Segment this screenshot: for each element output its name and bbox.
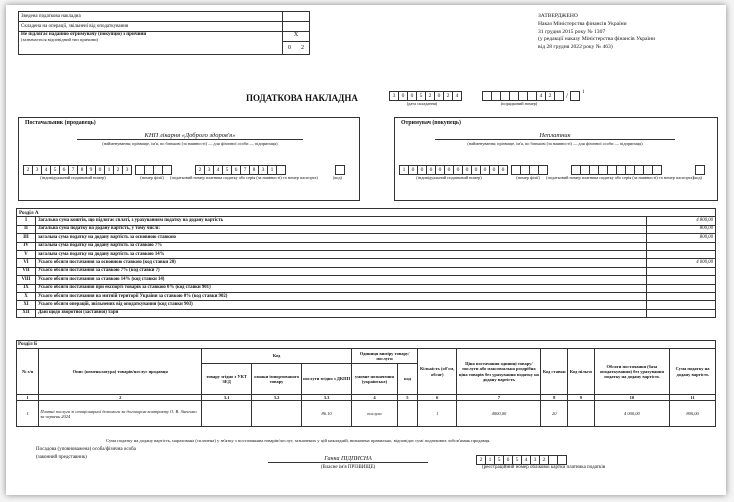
row-value[interactable]: 800,00 bbox=[647, 234, 716, 242]
number-digit bbox=[527, 91, 536, 101]
col-header-desc: Опис (номенклатура) товарів/послуг продавця bbox=[39, 349, 202, 395]
row-label: Усього обсяги постачання за ставкою 14% (код ставки 14) bbox=[36, 276, 647, 284]
seller-kod-cell[interactable] bbox=[335, 165, 345, 175]
seller-block bbox=[18, 117, 360, 201]
buyer-ipn-caption: (індивідуальний податковий номер) bbox=[416, 175, 482, 180]
row-value[interactable]: 4 800,00 bbox=[647, 217, 716, 225]
number-digit bbox=[518, 91, 527, 101]
ipn-digit: 2 bbox=[23, 165, 32, 175]
row-number: XI bbox=[17, 301, 36, 309]
col-header-qty: Кількість (об'єм, обсяг) bbox=[418, 349, 457, 395]
reg-digit: 4 bbox=[521, 455, 530, 465]
col-header-unit-group: Одиниця виміру товару/послуги bbox=[352, 349, 418, 364]
col-header-volume: Обсяги постачання (база оподаткування) без урахування податку на додану вартість bbox=[594, 349, 670, 395]
col-header-import: ознаки імпортованого товару bbox=[252, 364, 302, 395]
ipn-digit: 0 bbox=[480, 165, 489, 175]
row-number: III bbox=[17, 234, 36, 242]
section-a-row bbox=[17, 242, 716, 250]
consolidated-invoice-label: Зведена податкова накладна bbox=[19, 12, 283, 22]
col-number: 11 bbox=[670, 395, 716, 401]
reason-digit: 2 bbox=[301, 45, 304, 51]
invoice-number-field[interactable] bbox=[482, 91, 584, 106]
col-number: 2 bbox=[39, 395, 202, 401]
goods-qty[interactable]: 1 bbox=[418, 401, 457, 427]
ipn-digit: 6 bbox=[59, 165, 68, 175]
col-header-unit-name: умовне позначення (українське) bbox=[352, 364, 398, 395]
approved-line: (у редакції наказу Міністерства фінансів України bbox=[538, 36, 656, 43]
goods-description[interactable]: Платні послуги зі стаціонарної допомоги за договором контракту О. В. Зінченко за червень 2024 bbox=[39, 401, 202, 427]
section-a-row bbox=[17, 225, 716, 233]
ipn-digit: 5 bbox=[50, 165, 59, 175]
goods-uktzed[interactable] bbox=[202, 401, 252, 427]
row-label: Загальна сума коштів, що підлягає сплаті, з урахуванням податку на додану вартість bbox=[36, 217, 647, 225]
col-header-num: № з/п bbox=[17, 349, 39, 395]
buyer-series-cells[interactable] bbox=[571, 165, 662, 175]
section-a-row bbox=[17, 217, 716, 225]
number-caption: (порядковий номер) bbox=[500, 101, 538, 106]
buyer-branch-caption: (номер філії) bbox=[516, 175, 540, 180]
approval-block bbox=[538, 13, 723, 52]
approved-line: Наказ Міністерства фінансів України bbox=[538, 20, 627, 27]
col-header-benefit: Код пільги bbox=[568, 349, 595, 395]
row-value[interactable]: 4 000,00 bbox=[647, 259, 716, 267]
seller-series-caption: (податковий номер платника податку або серія (за наявності) та номер паспорта) bbox=[170, 175, 318, 180]
ipn-digit: 0 bbox=[489, 165, 498, 175]
approved-line: від 28 грудня 2022 року № 463) bbox=[538, 44, 613, 51]
series-digit: 3 bbox=[258, 165, 267, 175]
series-digit: 7 bbox=[240, 165, 249, 175]
goods-price[interactable]: 4000,00 bbox=[457, 401, 541, 427]
goods-rate[interactable]: 20 bbox=[541, 401, 568, 427]
col-number: 3.2 bbox=[252, 395, 302, 401]
row-value[interactable] bbox=[647, 242, 716, 250]
date-caption: (дата складання) bbox=[406, 101, 438, 106]
goods-row-number: 1 bbox=[17, 401, 39, 427]
row-label: загальна сума податку на додану вартість за основною ставкою bbox=[36, 234, 647, 242]
series-digit: 8 bbox=[249, 165, 258, 175]
seller-kod-caption: (код) bbox=[333, 175, 342, 180]
col-header-code-group: Код bbox=[202, 349, 352, 364]
seller-branch-cells[interactable] bbox=[135, 165, 172, 175]
seller-series-cells[interactable] bbox=[195, 165, 286, 175]
ipn-digit: 0 bbox=[417, 165, 426, 175]
number-digit bbox=[509, 91, 518, 101]
signature-name[interactable]: Ганна ПІДПИСНА bbox=[268, 456, 428, 463]
col-header-unit-code: код bbox=[397, 364, 417, 395]
seller-ipn-caption: (індивідуальний податковий номер) bbox=[40, 175, 106, 180]
reg-digit: 6 bbox=[503, 455, 512, 465]
reason-digit: 0 bbox=[288, 45, 291, 51]
ipn-digit: 0 bbox=[95, 165, 104, 175]
section-a-row bbox=[17, 309, 716, 317]
row-value[interactable] bbox=[647, 250, 716, 258]
ipn-digit: 3 bbox=[122, 165, 132, 175]
ipn-digit: 1 bbox=[399, 165, 408, 175]
row-number: VI bbox=[17, 259, 36, 267]
row-label: Усього обсяги операцій, звільнених від оподаткування (код ставки 903) bbox=[36, 301, 647, 309]
section-a-title: Розділ А bbox=[17, 209, 716, 217]
row-value[interactable] bbox=[647, 267, 716, 275]
document-title: ПОДАТКОВА НАКЛАДНА bbox=[246, 93, 358, 103]
ipn-digit: 3 bbox=[32, 165, 41, 175]
series-digit: 1 bbox=[267, 165, 276, 175]
seller-branch-caption: (номер філії) bbox=[140, 175, 164, 180]
row-value[interactable] bbox=[647, 301, 716, 309]
buyer-series-caption: (податковий номер платника податку або серія (за наявності) та номер паспорта) bbox=[546, 175, 694, 180]
tax-invoice-page bbox=[6, 5, 726, 495]
ipn-digit: 4 bbox=[41, 165, 50, 175]
ipn-digit: 2 bbox=[113, 165, 122, 175]
row-number: VII bbox=[17, 267, 36, 275]
goods-row[interactable] bbox=[17, 401, 716, 427]
row-number: X bbox=[17, 292, 36, 300]
series-digit: 4 bbox=[213, 165, 222, 175]
approved-line: 31 грудня 2015 року № 1307 bbox=[538, 28, 606, 35]
reg-digit: 2 bbox=[476, 455, 485, 465]
goods-dkpp[interactable]: 86.10 bbox=[302, 401, 352, 427]
buyer-kod-caption: (код) bbox=[693, 175, 702, 180]
goods-vat[interactable]: 800,00 bbox=[670, 401, 716, 427]
date-digit: 0 bbox=[398, 91, 407, 101]
exempt-operations-label: Складена на операції, звільнені від оподаткування bbox=[19, 22, 283, 32]
row-label: Усього обсяги постачання за ставкою 7% (код ставки 7) bbox=[36, 267, 647, 275]
seller-name-caption: (найменування; прізвище, ім'я, по батькові (за наявності) — для фізичної особи — підприємця) bbox=[102, 141, 278, 146]
goods-benefit[interactable] bbox=[568, 401, 595, 427]
col-header-price: Ціна постачання одиниці товару/послуги або максимальна роздрібна ціна товарів без урахування податку на додану вартість bbox=[457, 349, 541, 395]
ipn-digit: 9 bbox=[86, 165, 95, 175]
col-header-dkpp: послуги згідно з ДКПП bbox=[302, 364, 352, 395]
section-a-row bbox=[17, 301, 716, 309]
number-cells bbox=[482, 91, 564, 101]
date-digit: 4 bbox=[452, 91, 462, 101]
row-label: Усього обсяги постачання на митній території України за ставкою 0% (код ставки 902) bbox=[36, 292, 647, 300]
section-a-row bbox=[17, 267, 716, 275]
number-digit bbox=[491, 91, 500, 101]
col-header-uktzed: товару згідно з УКТ ЗЕД bbox=[202, 364, 252, 395]
number-slash: / bbox=[566, 92, 568, 100]
reg-caption: (реєстраційний номер облікової картки платника податків bbox=[482, 465, 606, 470]
section-a-row bbox=[17, 276, 716, 284]
signer-label-rep: (законний представник) bbox=[36, 455, 87, 460]
row-number: IX bbox=[17, 284, 36, 292]
buyer-branch-cells[interactable] bbox=[511, 165, 548, 175]
ipn-digit: 0 bbox=[453, 165, 462, 175]
row-number: IV bbox=[17, 242, 36, 250]
ipn-digit: 0 bbox=[408, 165, 417, 175]
ipn-digit: 1 bbox=[104, 165, 113, 175]
reason-type-note: (зазначається відповідний тип причини) bbox=[21, 37, 98, 42]
col-number: 10 bbox=[594, 395, 670, 401]
buyer-heading: Отримувач (покупець) bbox=[401, 120, 461, 126]
reg-digit: 5 bbox=[494, 455, 503, 465]
series-digit: 2 bbox=[195, 165, 204, 175]
signature-caption: (Власне ім'я ПРІЗВИЩЕ) bbox=[320, 465, 376, 470]
buyer-ipn-cells[interactable] bbox=[399, 165, 508, 175]
ipn-digit: 0 bbox=[462, 165, 471, 175]
section-a-row bbox=[17, 234, 716, 242]
row-value[interactable] bbox=[647, 284, 716, 292]
goods-import[interactable] bbox=[252, 401, 302, 427]
date-digit: 0 bbox=[434, 91, 443, 101]
section-b-table bbox=[16, 340, 716, 427]
consolidated-checkbox[interactable] bbox=[283, 12, 310, 22]
row-number: I bbox=[17, 217, 36, 225]
col-number: 8 bbox=[541, 395, 568, 401]
number-digit bbox=[500, 91, 509, 101]
date-cells bbox=[389, 91, 462, 101]
section-a-row bbox=[17, 259, 716, 267]
row-label: Дані щодо зворотної (заставної) тари bbox=[36, 309, 647, 317]
row-number: XII bbox=[17, 309, 36, 317]
goods-unit[interactable]: послуга bbox=[352, 401, 398, 427]
section-a-row bbox=[17, 250, 716, 258]
row-value[interactable] bbox=[647, 276, 716, 284]
date-digit: 5 bbox=[416, 91, 425, 101]
date-digit: 2 bbox=[443, 91, 452, 101]
buyer-name[interactable]: Неплатник bbox=[435, 132, 675, 140]
footer-note: Сума податку на додану вартість, нарахована (сплачена) у зв'язку з постачанням товарів/послуг, зазначених у цій накладній, визначена правильно, відповідає сумі податкових зобов'язань продавця. bbox=[106, 438, 491, 443]
ipn-digit: 0 bbox=[426, 165, 435, 175]
approved-title: ЗАТВЕРДЖЕНО bbox=[538, 13, 578, 19]
date-digit: 3 bbox=[389, 91, 398, 101]
number-digit bbox=[482, 91, 491, 101]
row-label: загальна сума податку на додану вартість за ставкою 14% bbox=[36, 250, 647, 258]
section-a-row bbox=[17, 292, 716, 300]
ipn-digit: 8 bbox=[77, 165, 86, 175]
signer-label: Посадова (уповноважена) особа/фізична особа bbox=[36, 447, 136, 452]
date-field[interactable] bbox=[389, 91, 462, 106]
col-header-vat: Сума податку на додану вартість bbox=[670, 349, 716, 395]
ipn-digit: 0 bbox=[435, 165, 444, 175]
col-number: 4 bbox=[352, 395, 398, 401]
row-number: VIII bbox=[17, 276, 36, 284]
row-label: Усього обсяги постачання за основною ставкою (код ставки 20) bbox=[36, 259, 647, 267]
row-number: II bbox=[17, 225, 36, 233]
reg-number-cells[interactable] bbox=[476, 455, 567, 465]
seller-ipn-cells[interactable] bbox=[23, 165, 132, 175]
number-extra-cell bbox=[570, 91, 580, 101]
buyer-kod-cell[interactable] bbox=[695, 165, 705, 175]
number-digit: 2 bbox=[545, 91, 554, 101]
buyer-block bbox=[394, 117, 718, 201]
not-given-to-buyer-label: Не підлягає наданню отримувачу (покупцю) з причини bbox=[21, 32, 147, 37]
invoice-type-box bbox=[18, 11, 310, 55]
number-digit bbox=[554, 91, 564, 101]
row-value[interactable] bbox=[647, 309, 716, 317]
col-number: 7 bbox=[457, 395, 541, 401]
row-label: Усього обсяги постачання при експорті товарів за ставкою 0% (код ставки 901) bbox=[36, 284, 647, 292]
goods-volume[interactable]: 4 000,00 bbox=[594, 401, 670, 427]
series-digit: 6 bbox=[231, 165, 240, 175]
ipn-digit: 0 bbox=[498, 165, 508, 175]
row-value[interactable] bbox=[647, 292, 716, 300]
series-digit: 3 bbox=[204, 165, 213, 175]
col-header-rate: Код ставки bbox=[541, 349, 568, 395]
reg-digit: 3 bbox=[530, 455, 539, 465]
ipn-digit: 0 bbox=[444, 165, 453, 175]
col-number: 3.1 bbox=[202, 395, 252, 401]
reg-digit: 2 bbox=[539, 455, 548, 465]
reg-digit bbox=[548, 455, 557, 465]
ipn-digit: 0 bbox=[471, 165, 480, 175]
row-label: загальна сума податку на додану вартість за ставкою 7% bbox=[36, 242, 647, 250]
ipn-digit: 7 bbox=[68, 165, 77, 175]
date-digit: 2 bbox=[425, 91, 434, 101]
col-number: 3.3 bbox=[302, 395, 352, 401]
col-number: 6 bbox=[418, 395, 457, 401]
section-a-row bbox=[17, 284, 716, 292]
row-label: Загальна сума податку на додану вартість, у тому числі: bbox=[36, 225, 647, 233]
number-digit: 4 bbox=[536, 91, 545, 101]
series-digit: 5 bbox=[222, 165, 231, 175]
date-digit: 0 bbox=[407, 91, 416, 101]
section-a-table bbox=[16, 208, 716, 318]
seller-heading: Постачальник (продавець) bbox=[25, 120, 96, 126]
number-extra: 1 bbox=[581, 89, 585, 95]
col-number: 1 bbox=[17, 395, 39, 401]
reg-digit: 1 bbox=[485, 455, 494, 465]
goods-unit-code[interactable] bbox=[397, 401, 417, 427]
exempt-checkbox[interactable] bbox=[283, 22, 310, 32]
buyer-name-caption: (найменування; прізвище, ім'я, по батькові (за наявності) — для фізичної особи — підприємця) bbox=[467, 141, 643, 146]
row-number: V bbox=[17, 250, 36, 258]
row-value[interactable]: 800,00 bbox=[647, 225, 716, 233]
col-number: 5 bbox=[397, 395, 417, 401]
reg-digit: 5 bbox=[512, 455, 521, 465]
col-number: 9 bbox=[568, 395, 595, 401]
x-mark[interactable]: X bbox=[283, 32, 309, 42]
seller-name[interactable]: КНП лікарня «Доброго здоров'я» bbox=[77, 132, 303, 140]
section-b-title: Розділ Б bbox=[17, 341, 716, 349]
